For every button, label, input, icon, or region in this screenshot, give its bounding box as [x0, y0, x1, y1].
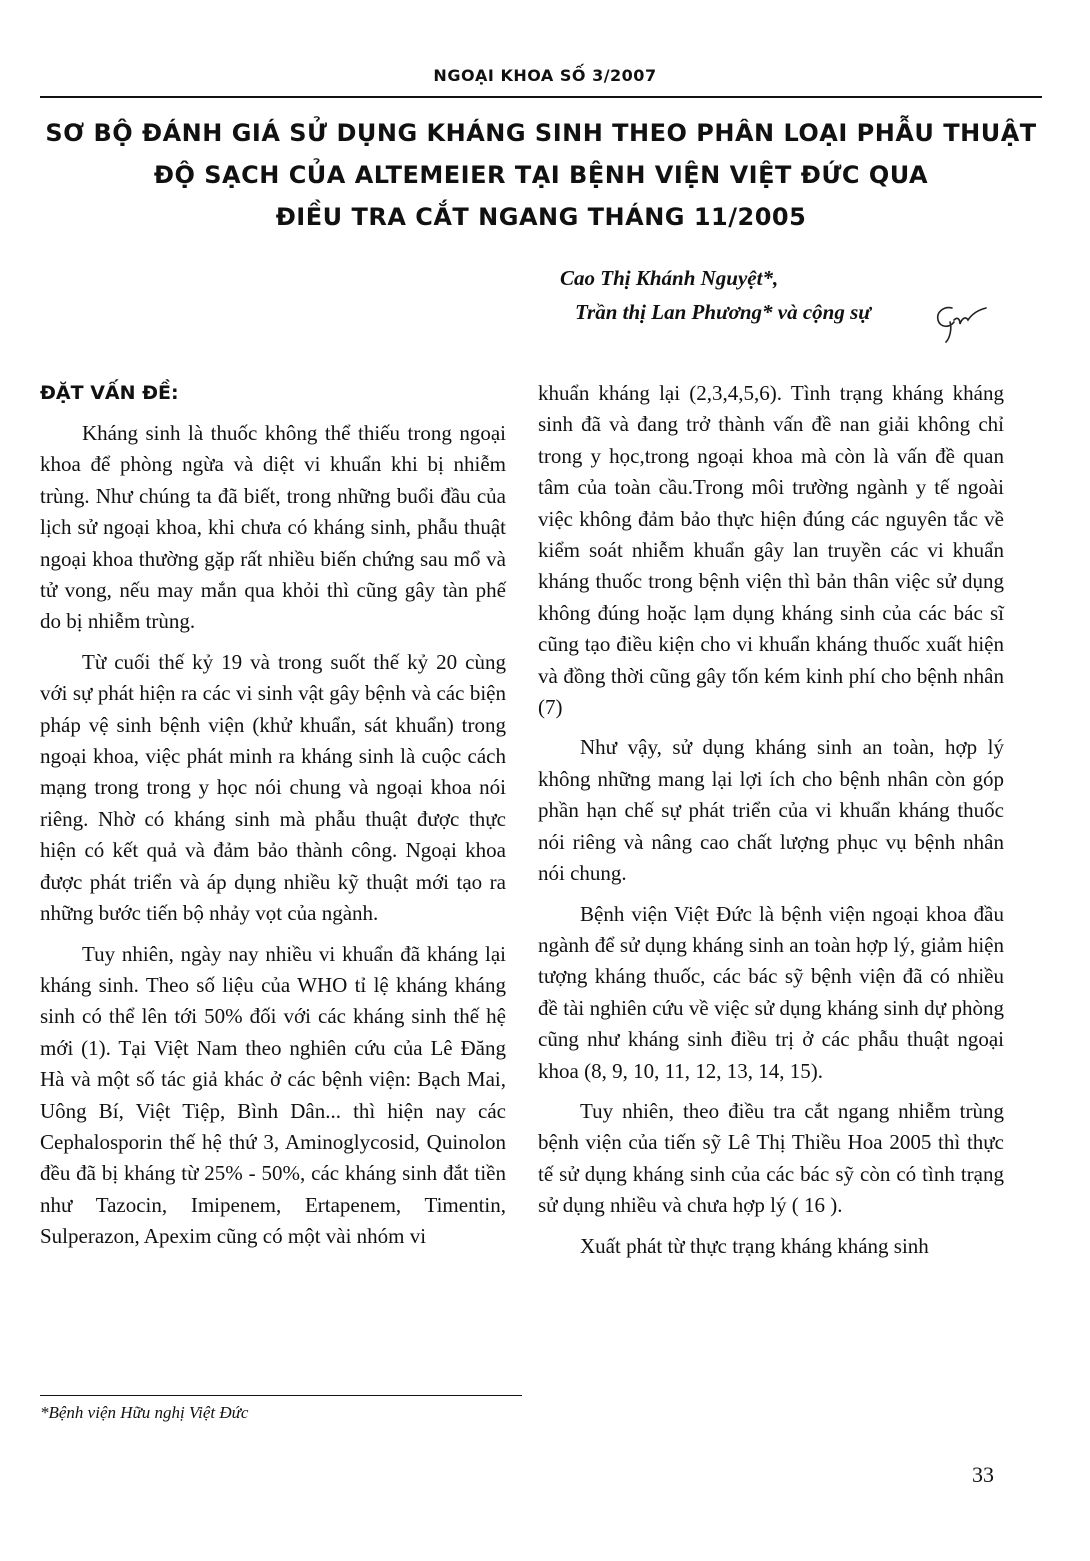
author-line-1: Cao Thị Khánh Nguyệt*, [560, 266, 779, 290]
title-line-2: ĐỘ SẠCH CỦA ALTEMEIER TẠI BỆNH VIỆN VIỆT ĐỨC QUA [153, 161, 929, 189]
footnote-rule [40, 1395, 522, 1396]
journal-header: NGOẠI KHOA SỐ 3/2007 [433, 66, 657, 85]
paragraph: Từ cuối thế kỷ 19 và trong suốt thế kỷ 20 cùng với sự phát hiện ra các vi sinh vật gây bệnh và các biện pháp vệ sinh bệnh viện (khử khuẩn, sát khuẩn) trong ngoại khoa, việc phát minh ra kháng sinh là cuộc cách mạng trong trong y học nói chung và ngoại khoa nói riêng. Nhờ có kháng sinh mà phẫu thuật được thực hiện có kết quả và đảm bảo thành công. Ngoại khoa được phát triển và áp dụng nhiều kỹ thuật mới tạo ra những bước tiến bộ nhảy vọt của ngành. [40, 649, 506, 926]
right-column [538, 378, 1004, 1271]
paragraph: Tuy nhiên, theo điều tra cắt ngang nhiễm trùng bệnh viện của tiến sỹ Lê Thị Thiều Hoa 2005 thì thực tế sử dụng kháng sinh của các bác sỹ còn có tình trạng sử dụng nhiều và chưa hợp lý ( 16 ). [538, 1098, 1004, 1218]
paragraph: Tuy nhiên, ngày nay nhiều vi khuẩn đã kháng lại kháng sinh. Theo số liệu của WHO tỉ lệ kháng kháng sinh có thể lên tới 50% đối với các kháng sinh thế hệ mới (1). Tại Việt Nam theo nghiên cứu của Lê Đăng Hà và một số tác giả khác ở các bệnh viện: Bạch Mai, Uông Bí, Việt Tiệp, Bình Dân... thì hiện nay các Cephalosporin thế hệ thứ 3, Aminoglycosid, Quinolon đều đã bị kháng từ 25% - 50%, các kháng sinh đắt tiền như Tazocin, Imipenem, Ertapenem, Timentin, Sulperazon, Apexim cũng có một vài nhóm vi [40, 941, 506, 1249]
left-column [40, 378, 506, 1262]
paragraph: Như vậy, sử dụng kháng sinh an toàn, hợp lý không những mang lại lợi ích cho bệnh nhân còn góp phần hạn chế sự phát triển của vi khuẩn kháng thuốc nói riêng và nâng cao chất lượng phục vụ bệnh nhân nói chung. [538, 735, 1004, 886]
paragraph: khuẩn kháng lại (2,3,4,5,6). Tình trạng kháng kháng sinh đã và đang trở thành vấn đề nan giải không chỉ trong y học,trong ngoại khoa mà còn là vấn đề quan tâm của toàn cầu.Trong môi trường ngành y tế ngoài việc không đảm bảo thực hiện đúng các nguyên tắc về kiểm soát nhiễm khuẩn gây lan truyền các vi khuẩn kháng thuốc trong bệnh viện thì bản thân việc sử dụng không đúng hoặc lạm dụng kháng sinh của các bác sĩ cũng tạo điều kiện cho vi khuẩn kháng thuốc xuất hiện và đồng thời cũng gây tốn kém kinh phí cho bệnh nhân (7) [538, 381, 1004, 720]
paragraph: Bệnh viện Việt Đức là bệnh viện ngoại khoa đầu ngành để sử dụng kháng sinh an toàn hợp lý, giảm hiện tượng kháng thuốc, các bác sỹ bệnh viện đã có nhiều đề tài nghiên cứu về việc sử dụng kháng sinh dự phòng cũng như kháng sinh điều trị ở các phẫu thuật ngoại khoa (8, 9, 10, 11, 12, 13, 14, 15). [538, 901, 1004, 1083]
header-rule [40, 96, 1042, 98]
section-heading: ĐẶT VẤN ĐỀ: [40, 382, 179, 404]
paragraph: Xuất phát từ thực trạng kháng kháng sinh [580, 1233, 929, 1258]
title-line-1: SƠ BỘ ĐÁNH GIÁ SỬ DỤNG KHÁNG SINH THEO PHÂN LOẠI PHẪU THUẬT [45, 119, 1037, 147]
paragraph: Kháng sinh là thuốc không thể thiếu trong ngoại khoa để phòng ngừa và diệt vi khuẩn khi bị nhiễm trùng. Như chúng ta đã biết, trong những buổi đầu của lịch sử ngoại khoa, khi chưa có kháng sinh, phẫu thuật ngoại khoa thường gặp rất nhiều biến chứng sau mổ và tử vong, nếu may mắn qua khỏi thì cũng gây tàn phế do bị nhiễm trùng. [40, 421, 506, 634]
title-line-3: ĐIỀU TRA CẮT NGANG THÁNG 11/2005 [275, 203, 807, 231]
author-line-2: Trần thị Lan Phương* và cộng sự [575, 300, 871, 324]
page-number: 33 [972, 1462, 994, 1487]
footnote: *Bệnh viện Hữu nghị Việt Đức [40, 1403, 249, 1422]
handwritten-signature [930, 298, 990, 346]
article-title [40, 112, 1042, 238]
